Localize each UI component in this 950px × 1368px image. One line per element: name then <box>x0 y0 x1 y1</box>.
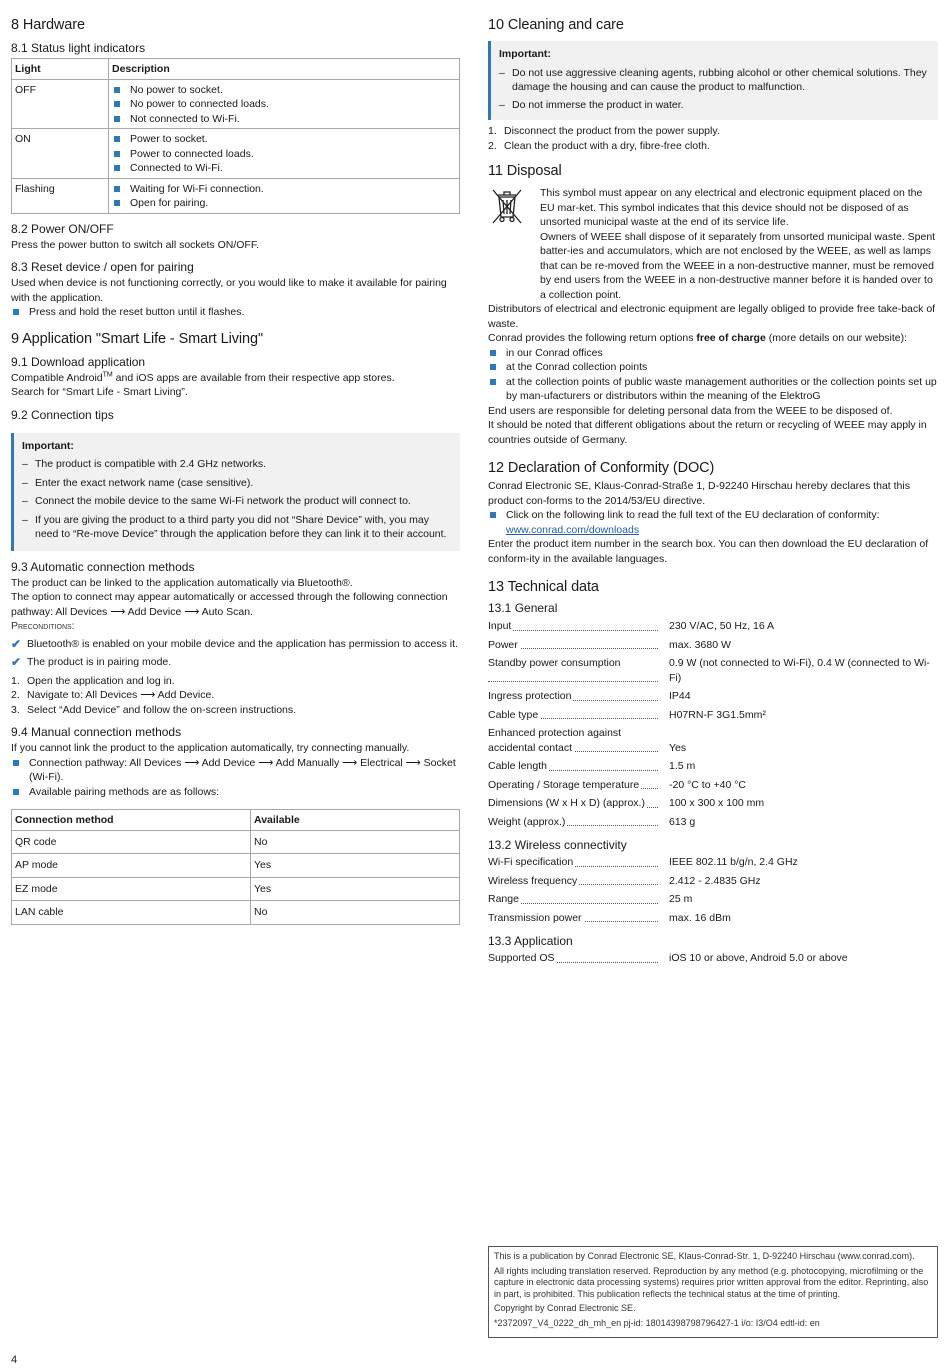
section-8-2-title: 8.2 Power ON/OFF <box>11 221 114 236</box>
step-item <box>11 688 460 703</box>
left-column <box>11 16 460 925</box>
spec-value: 25 m <box>669 893 693 905</box>
text-part: Conrad provides the following return options <box>488 332 697 344</box>
disposal-text-5: End users are responsible for deleting personal data from the WEEE to be disposed of. <box>488 404 893 417</box>
imprint-line: This is a publication by Conrad Electronic SE, Klaus-Conrad-Str. 1, D-92240 Hirschau (www.conrad.com). <box>494 1251 915 1261</box>
spec-key <box>488 726 658 755</box>
table-row <box>12 830 460 854</box>
spec-row <box>488 911 938 926</box>
description-list <box>112 83 456 127</box>
spec-key-label: Cable type <box>488 708 539 721</box>
imprint-line: Copyright by Conrad Electronic SE. <box>494 1303 636 1313</box>
preconditions-list <box>11 637 460 670</box>
spec-value: 613 g <box>669 815 696 828</box>
spec-key <box>488 796 658 811</box>
spec-value: 1.5 m <box>669 760 696 772</box>
notice-title: Important: <box>22 439 74 452</box>
text-part: and iOS apps are available from their respective app stores. <box>112 371 395 384</box>
step-text: Navigate to: All Devices ⟶ Add Device. <box>27 689 215 701</box>
step-item <box>488 139 938 154</box>
section-9-3-title: 9.3 Automatic connection methods <box>11 559 195 574</box>
section-8-title: 8 Hardware <box>11 17 85 33</box>
section-8-3-title: 8.3 Reset device / open for pairing <box>11 260 194 274</box>
table-cell-light: OFF <box>12 79 109 129</box>
page-number: 4 <box>11 1354 18 1366</box>
spec-value: 2.412 - 2.4835 GHz <box>669 874 761 887</box>
spec-list <box>488 855 938 925</box>
spec-row <box>488 951 938 966</box>
spec-value: 100 x 300 x 100 mm <box>669 797 765 809</box>
disposal-text-1: This symbol must appear on any electrical and electronic equipment placed on the EU mar-ket. This symbol indicates that this device should not be disposed of as unsorted municipal waste at the end of its service life. <box>540 187 923 228</box>
step-number: 1. <box>488 125 497 137</box>
notice-item: – If you are giving the product to a third party you did not “Share Device” with, you may need to “Re-move Device” through the application before they can link it to their account. <box>22 513 452 542</box>
spec-row <box>488 815 938 830</box>
list-item: at the Conrad collection points <box>488 360 938 375</box>
section-13-2-title: 13.2 Wireless connectivity <box>488 838 627 852</box>
col-header-connection-method: Connection method <box>12 810 251 831</box>
spec-key-label: Power <box>488 638 518 651</box>
checkmark-icon: ✔ <box>11 636 22 651</box>
spec-key <box>488 656 658 685</box>
weee-block <box>488 186 938 302</box>
spec-value: 0.9 W (not connected to Wi-Fi), 0.4 W (connected to Wi-Fi) <box>669 657 930 684</box>
spec-row <box>488 855 938 870</box>
list-item: in our Conrad offices <box>488 346 938 361</box>
section-9-2-title: 9.2 Connection tips <box>11 407 114 422</box>
step-text: Open the application and log in. <box>27 674 175 687</box>
list-item: No power to socket. <box>112 83 456 98</box>
list-item: Open for pairing. <box>112 196 456 211</box>
spec-row <box>488 874 938 889</box>
step-item <box>488 124 938 139</box>
crossed-out-wheelie-bin-icon <box>488 186 540 302</box>
preconditions-label: Preconditions: <box>11 620 75 632</box>
description-list <box>112 182 456 211</box>
spec-row <box>488 778 938 793</box>
notice-title: Important: <box>499 48 551 60</box>
section-11-title: 11 Disposal <box>488 163 562 179</box>
section-9-3-text-2: The option to connect may appear automatically or accessed through the following connection pathway: All Devices ⟶ Add Device ⟶ Auto Scan. <box>11 591 448 618</box>
step-text: Clean the product with a dry, fibre-free cloth. <box>504 139 710 152</box>
spec-row <box>488 708 938 723</box>
list-item: at the collection points of public waste management authorities or the collection points set up by man-ufacturers or distributors within the meaning of the ElektroG <box>488 375 938 404</box>
spec-key-label: Input <box>488 620 512 632</box>
spec-key <box>488 815 658 830</box>
text-part: Click on the following link to read the full text of the EU declaration of conformity: <box>506 509 880 521</box>
spec-key <box>488 619 658 634</box>
notice-item: – Do not use aggressive cleaning agents, rubbing alcohol or other chemical solutions. They damage the housing and can cause the product to malfunction. <box>499 66 930 95</box>
table-cell-available: Yes <box>251 854 460 878</box>
spec-key-label: Weight (approx.) <box>488 815 566 828</box>
list-item <box>11 637 460 652</box>
bullet-list <box>488 346 938 404</box>
right-column <box>488 16 938 970</box>
spec-row <box>488 796 938 811</box>
spec-key-label: Enhanced protection against accidental contact <box>488 727 622 754</box>
checkmark-icon: ✔ <box>11 655 22 669</box>
col-header-available: Available <box>251 810 460 831</box>
list-item: Connection pathway: All Devices ⟶ Add Device ⟶ Add Manually ⟶ Electrical ⟶ Socket (Wi-Fi). <box>11 756 460 785</box>
spec-value: -20 °C to +40 °C <box>669 778 746 791</box>
spec-value: Yes <box>669 741 687 754</box>
steps-list <box>11 674 460 718</box>
list-item: Connected to Wi-Fi. <box>112 161 456 176</box>
spec-row <box>488 892 938 907</box>
spec-key <box>488 759 658 774</box>
spec-value: H07RN-F 3G1.5mm² <box>669 708 766 721</box>
section-13-1-title: 13.1 General <box>488 601 558 615</box>
section-9-3-text-1: The product can be linked to the application automatically via Bluetooth®. <box>11 576 353 589</box>
section-13-title: 13 Technical data <box>488 579 599 595</box>
table-cell-method: AP mode <box>12 854 251 878</box>
leader-dots <box>488 681 658 682</box>
spec-key-label: Wireless frequency <box>488 874 578 887</box>
section-9-1-title: 9.1 Download application <box>11 354 146 369</box>
section-9-1-text-1 <box>11 371 460 386</box>
spec-key-label: Supported OS <box>488 952 555 964</box>
disposal-text-2: Owners of WEEE shall dispose of it separately from unsorted municipal waste. Spent batter-ies and accumulators, which are not enclosed by the WEEE, as well as lamps that can be re-moved from the WEEE in a non-destructive manner, must be removed by end users from the WEEE in a non-destructive manner before it is handed over to a collection point. <box>540 230 936 301</box>
spec-key-label: Ingress protection <box>488 690 572 702</box>
col-header-light: Light <box>12 59 109 80</box>
important-notice <box>11 433 460 551</box>
section-12-text: Conrad Electronic SE, Klaus-Conrad-Straße 1, D-92240 Hirschau hereby declares that this product con-forms to the 2014/53/EU directive. <box>488 480 910 507</box>
table-row <box>12 129 460 179</box>
spec-row <box>488 638 938 653</box>
section-8-1-title: 8.1 Status light indicators <box>11 41 146 55</box>
section-12-text-2: Enter the product item number in the search box. You can then download the EU declaration of conform-ity in the available languages. <box>488 538 929 565</box>
connection-method-table <box>11 809 460 925</box>
spec-key <box>488 689 658 704</box>
notice-item: – Do not immerse the product in water. <box>499 98 930 113</box>
table-row <box>12 178 460 213</box>
spec-key-label: Range <box>488 893 519 905</box>
spec-list <box>488 619 938 829</box>
list-item: No power to connected loads. <box>112 97 456 112</box>
spec-key-label: Cable length <box>488 760 547 772</box>
table-cell-available: No <box>251 901 460 925</box>
step-number: 3. <box>11 703 20 716</box>
text-part: (more details on our website): <box>765 332 908 344</box>
list-item: Available pairing methods are as follows: <box>11 785 460 800</box>
spec-row <box>488 689 938 704</box>
notice-item: – The product is compatible with 2.4 GHz networks. <box>22 457 452 472</box>
section-9-4-text: If you cannot link the product to the application automatically, try connecting manually. <box>11 742 410 754</box>
table-cell-method: QR code <box>12 830 251 854</box>
table-cell-method: LAN cable <box>12 901 251 925</box>
spec-value: IP44 <box>669 690 691 702</box>
section-8-2-text: Press the power button to switch all sockets ON/OFF. <box>11 238 260 251</box>
table-cell-description <box>109 129 460 179</box>
section-10-title: 10 Cleaning and care <box>488 17 624 33</box>
section-9-4-title: 9.4 Manual connection methods <box>11 725 182 739</box>
spec-key <box>488 855 658 870</box>
list-item: Power to socket. <box>112 132 456 147</box>
section-8-3-text: Used when device is not functioning correctly, or you would like to make it available for pairing with the application. <box>11 277 447 304</box>
spec-row <box>488 619 938 634</box>
spec-key-label: Dimensions (W x H x D) (approx.) <box>488 797 645 809</box>
spec-key-label: Standby power consumption <box>488 657 621 669</box>
section-13-3-title: 13.3 Application <box>488 934 573 948</box>
disposal-text-6: It should be noted that different obligations about the return or recycling of WEEE may apply in countries outside of Germany. <box>488 419 927 446</box>
section-9-1-text-2: Search for “Smart Life - Smart Living”. <box>11 386 188 398</box>
spec-key-label: Transmission power <box>488 911 582 924</box>
list-item: Waiting for Wi-Fi connection. <box>112 182 456 197</box>
section-8-3-list <box>11 305 460 320</box>
spec-value: 230 V/AC, 50 Hz, 16 A <box>669 620 775 632</box>
table-cell-description <box>109 178 460 213</box>
table-row <box>12 877 460 901</box>
steps-list <box>488 124 938 153</box>
table-cell-light: Flashing <box>12 178 109 213</box>
step-text: Select “Add Device” and follow the on-screen instructions. <box>27 703 297 716</box>
table-cell-description <box>109 79 460 129</box>
notice-list <box>22 457 452 542</box>
spec-key <box>488 638 658 653</box>
table-cell-method: EZ mode <box>12 877 251 901</box>
text-part: Compatible Android <box>11 371 103 384</box>
table-cell-available: Yes <box>251 877 460 901</box>
spec-key <box>488 951 658 966</box>
trademark-mark: TM <box>102 371 113 378</box>
imprint-line: All rights including translation reserved. Reproduction by any method (e.g. photocopying, microfilming or the capture in electronic data processing systems) requires prior written approval from the editor. Reprinting, also in part, is prohibited. This publication reflects the technical status at the time of printing. <box>494 1265 929 1299</box>
table-row <box>12 901 460 925</box>
free-of-charge-emphasis: free of charge <box>696 332 766 344</box>
spec-row <box>488 759 938 774</box>
table-cell-available: No <box>251 830 460 854</box>
step-number: 2. <box>488 139 497 152</box>
section-12-title: 12 Declaration of Conformity (DOC) <box>488 460 715 476</box>
spec-key <box>488 708 658 723</box>
table-cell-light: ON <box>12 129 109 179</box>
notice-item: – Connect the mobile device to the same Wi-Fi network the product will connect to. <box>22 494 452 509</box>
spec-key <box>488 892 658 907</box>
spec-key <box>488 778 658 793</box>
spec-key-label: Operating / Storage temperature <box>488 778 640 791</box>
list-item: Press and hold the reset button until it flashes. <box>11 305 460 320</box>
step-number: 1. <box>11 674 20 687</box>
table-row <box>12 854 460 878</box>
col-header-description: Description <box>109 59 460 80</box>
list-item: Not connected to Wi-Fi. <box>112 112 456 127</box>
leader-dots <box>488 630 658 631</box>
spec-key <box>488 874 658 889</box>
spec-value: iOS 10 or above, Android 5.0 or above <box>669 952 848 964</box>
disposal-text-4 <box>488 331 938 346</box>
step-item <box>11 703 460 718</box>
imprint-box <box>488 1246 938 1338</box>
list-item <box>11 655 460 670</box>
spec-list <box>488 951 938 966</box>
description-list <box>112 132 456 176</box>
list-item-text: Bluetooth® is enabled on your mobile device and the application has permission to access it. <box>27 637 458 650</box>
list-item-text: The product is in pairing mode. <box>27 656 172 668</box>
imprint-line: *2372097_V4_0222_dh_mh_en pj-id: 18014398798796427-1 i/o: I3/O4 edtl-id: en <box>494 1317 820 1328</box>
spec-value: max. 16 dBm <box>669 911 731 924</box>
spec-row <box>488 656 938 685</box>
spec-key <box>488 911 658 926</box>
step-text: Disconnect the product from the power supply. <box>504 125 720 137</box>
list-item <box>488 508 938 537</box>
conrad-downloads-link[interactable]: www.conrad.com/downloads <box>506 523 640 536</box>
notice-list <box>499 66 930 113</box>
spec-row <box>488 726 938 755</box>
status-light-table <box>11 58 460 214</box>
spec-value: max. 3680 W <box>669 638 731 651</box>
spec-key-label: Wi-Fi specification <box>488 856 574 868</box>
section-9-title: 9 Application "Smart Life - Smart Living" <box>11 330 264 347</box>
list-item: Power to connected loads. <box>112 147 456 162</box>
spec-value: IEEE 802.11 b/g/n, 2.4 GHz <box>669 856 798 868</box>
important-notice <box>488 41 938 120</box>
step-item <box>11 674 460 689</box>
table-row <box>12 79 460 129</box>
notice-item: – Enter the exact network name (case sensitive). <box>22 476 452 491</box>
step-number: 2. <box>11 689 20 701</box>
bullet-list <box>11 756 460 800</box>
disposal-text-3: Distributors of electrical and electronic equipment are legally obliged to provide free take-back of waste. <box>488 303 936 330</box>
